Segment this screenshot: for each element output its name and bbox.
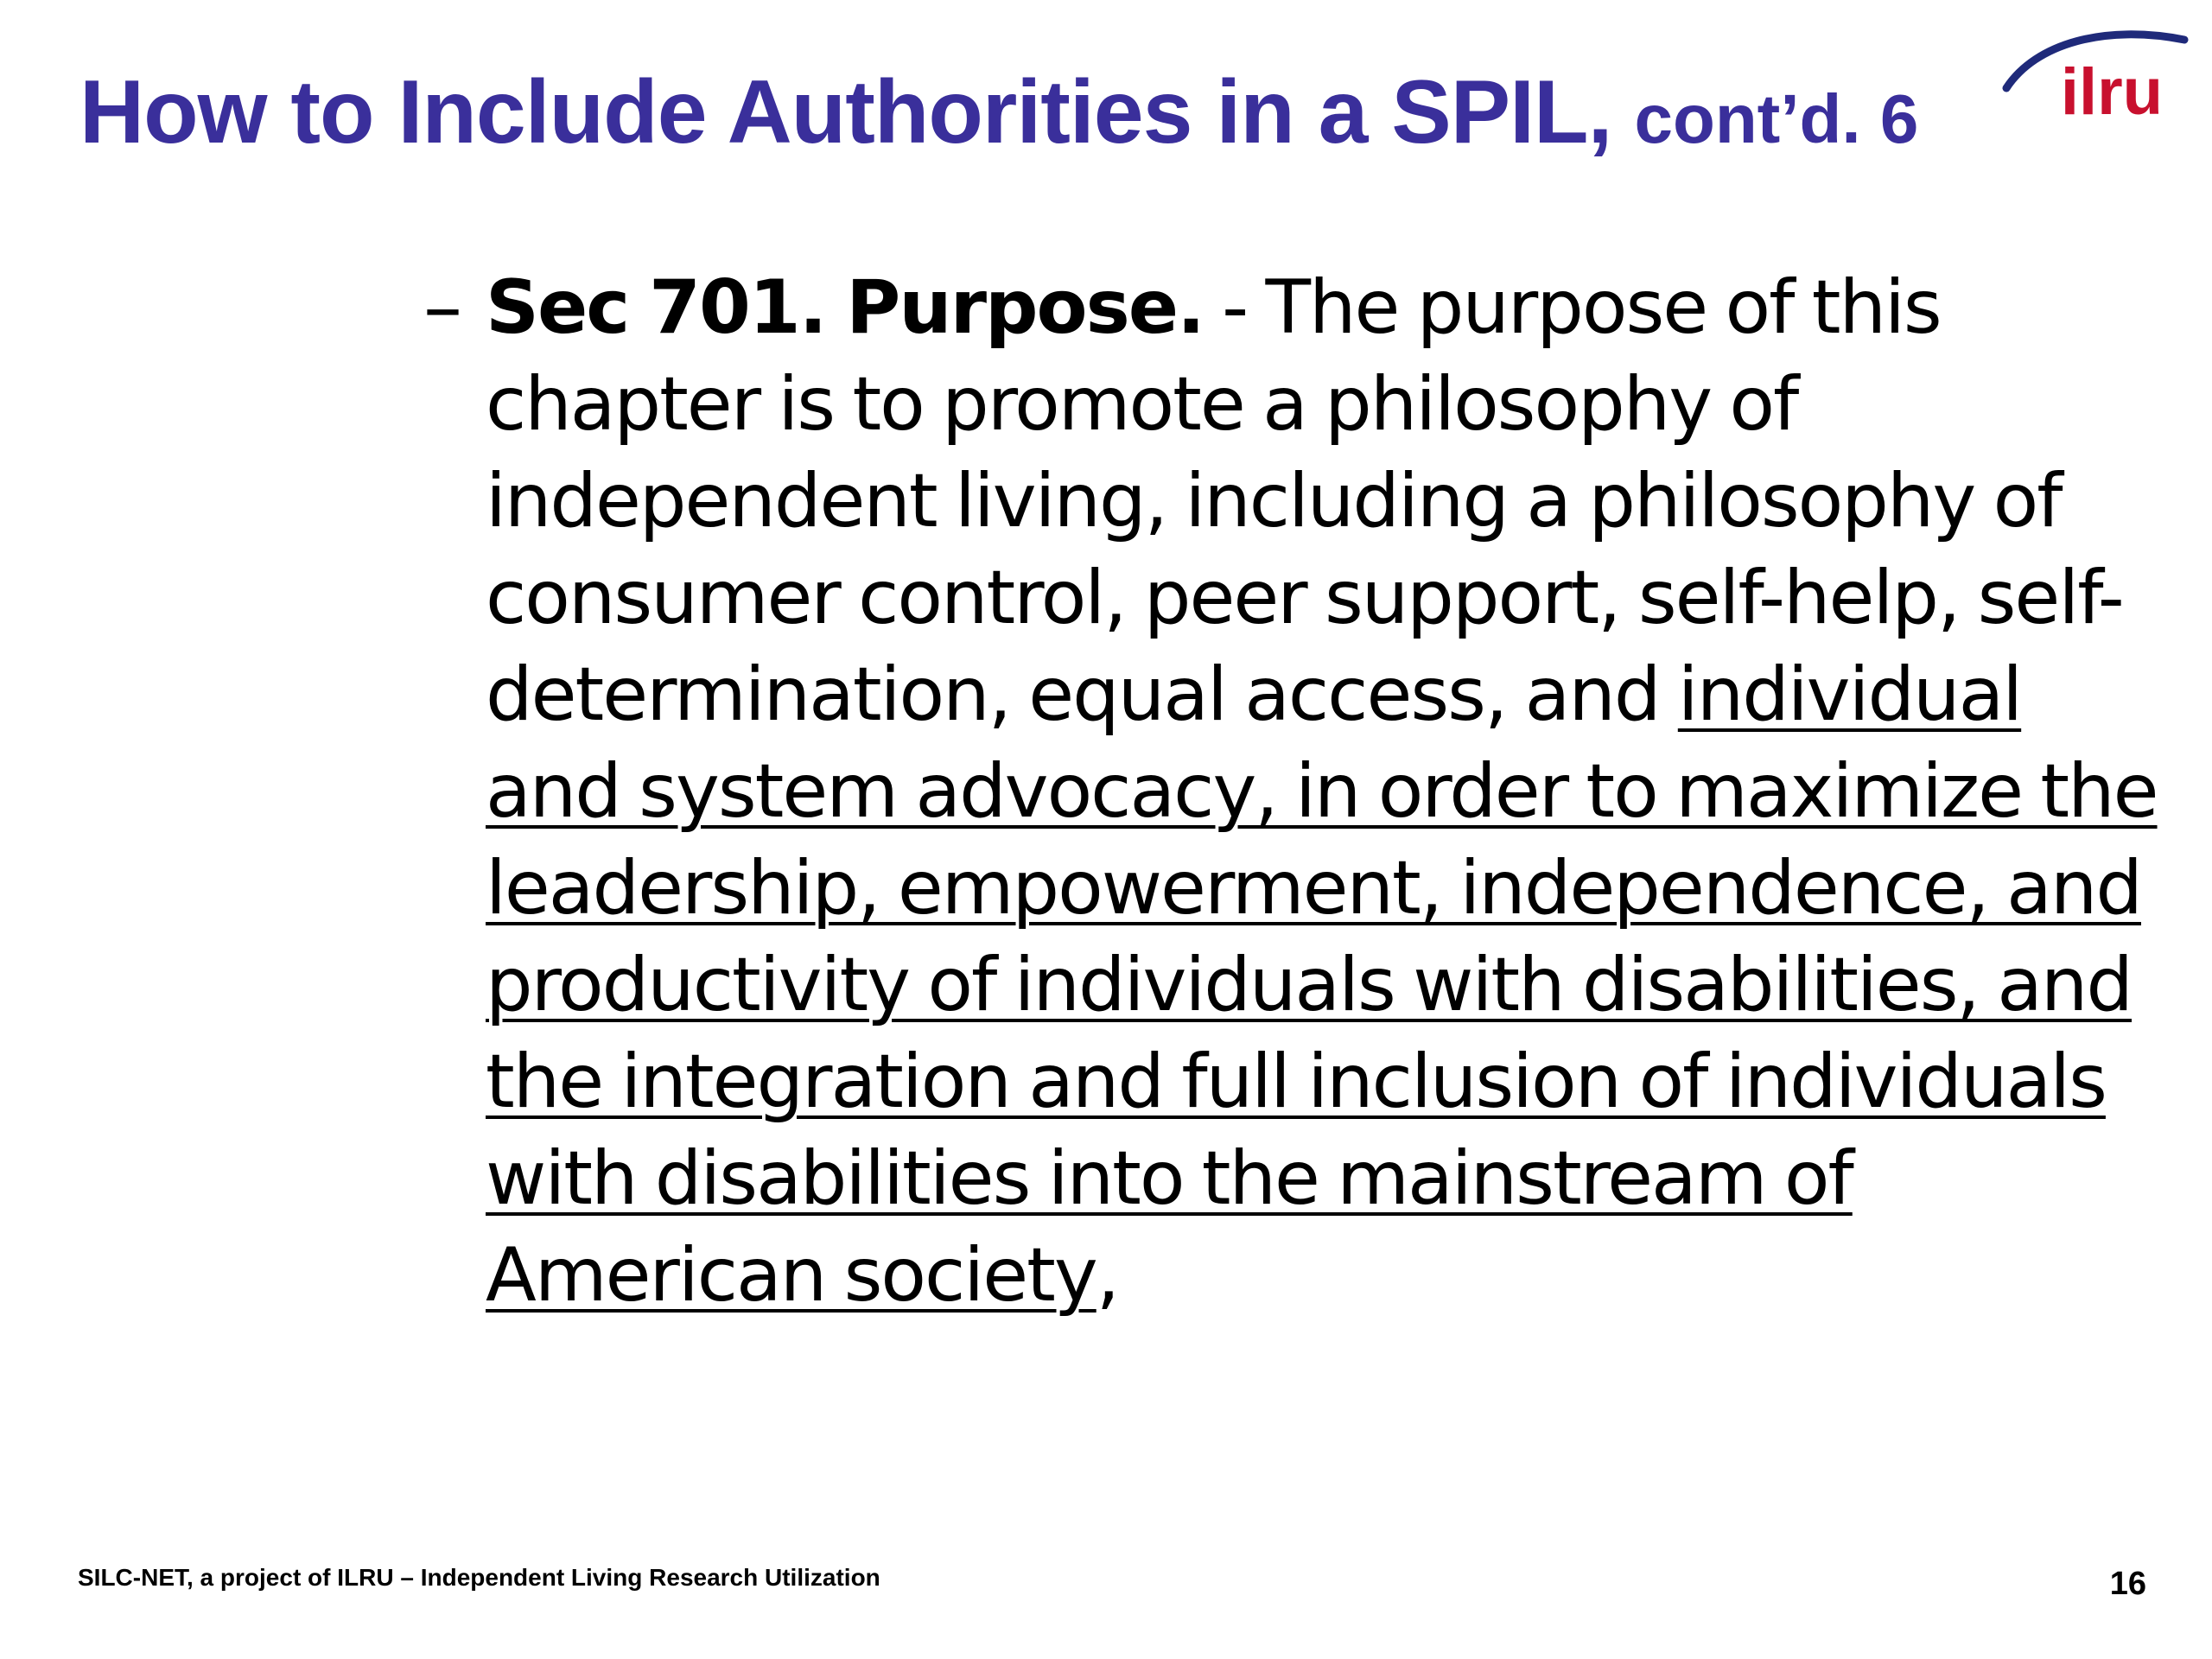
bullet-text <box>486 259 2169 1324</box>
slide-title-main: How to Include Authorities in a SPIL, <box>79 62 1612 162</box>
underlined-purpose-text: individual and system advocacy, in order to maximize the leadership, empowerment, independence, and productivity of individuals with disabilities, and the integration and full inclusion of individuals with disabilities into the mainstream of American society <box>486 652 2158 1319</box>
slide-title-suffix: cont’d. 6 <box>1634 80 1919 157</box>
slide-content <box>423 259 2169 1324</box>
slide-footer: SILC-NET, a project of ILRU – Independent Living Research Utilization <box>78 1564 880 1591</box>
bullet-dash: – <box>423 262 462 353</box>
logo-text: ilru <box>2060 55 2164 129</box>
bullet-item <box>423 259 2169 1324</box>
trailing-comma: , <box>1096 1232 1119 1319</box>
ilru-logo-graphic <box>2001 17 2191 138</box>
purpose-text: - The purpose of this chapter is to promote a philosophy of independent living, including a philosophy of consumer control, peer support, self-help, self-determination, equal access, and <box>486 264 2123 738</box>
page-number: 16 <box>2109 1566 2146 1602</box>
section-heading: Sec 701. Purpose. <box>486 264 1204 351</box>
ilru-logo <box>2001 17 2191 138</box>
slide-title <box>79 62 1919 162</box>
